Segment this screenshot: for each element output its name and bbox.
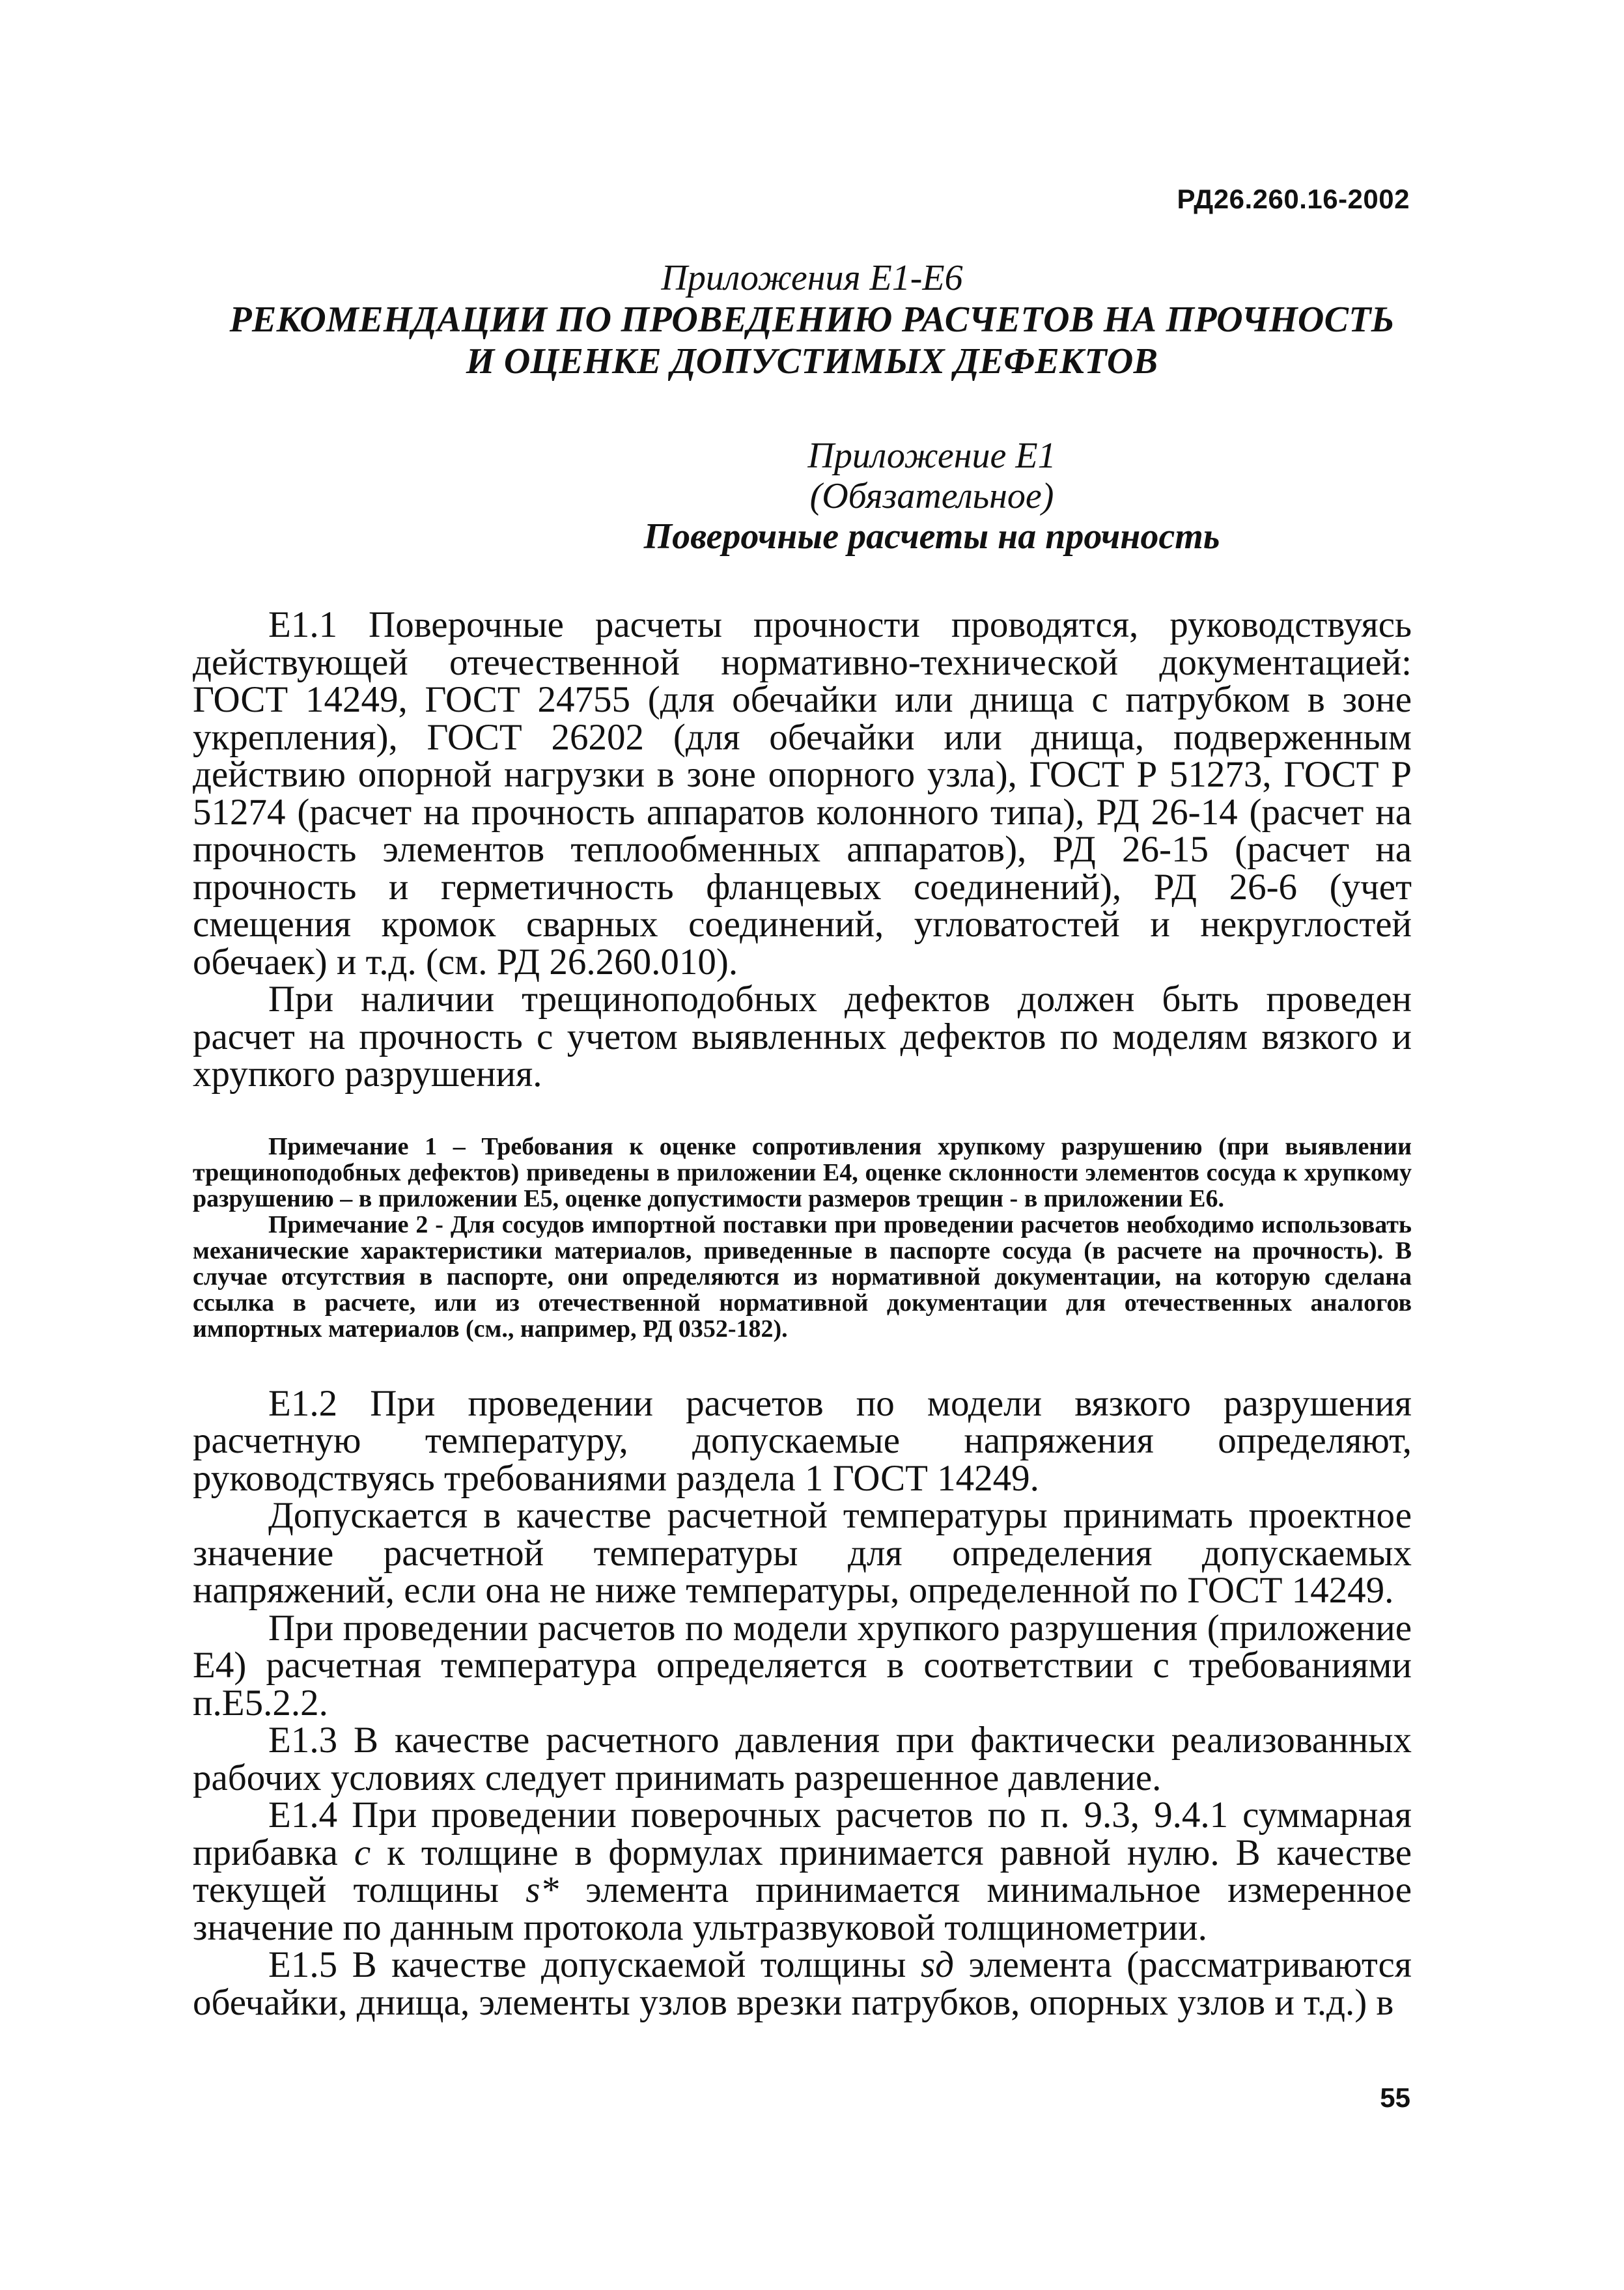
appendix-group-heading-line2: И ОЦЕНКЕ ДОПУСТИМЫХ ДЕФЕКТОВ <box>466 341 1158 382</box>
allowance-symbol: c <box>354 1832 371 1873</box>
appendix-status: (Обязательное) <box>809 476 1054 516</box>
current-thickness-symbol: s* <box>525 1869 559 1910</box>
paragraph-e1-5-part1: Е1.5 В качестве допускаемой толщины <box>268 1944 921 1985</box>
notes-block <box>193 1134 1412 1342</box>
document-code: РД26.260.16-2002 <box>1177 184 1410 214</box>
paragraph-cracks: При наличии трещиноподобных дефектов должен быть проведен расчет на прочность с учетом выявленных дефектов по моделям вязкого и хрупкого разрушения. <box>193 979 1412 1095</box>
paragraph-e1-4-part2: к толщине в формулах принимается равной нулю. В качестве текущей толщины <box>193 1832 1412 1910</box>
appendix-name: Приложение Е1 <box>807 436 1056 476</box>
body-text <box>193 606 1412 2021</box>
paragraph-e1-2: Е1.2 При проведении расчетов по модели вязкого разрушения расчетную температуру, допускаемые напряжения определяют, руководствуясь требованиями раздела 1 ГОСТ 14249. <box>193 1382 1412 1499</box>
appendix-heading: Поверочные расчеты на прочность <box>643 516 1220 557</box>
appendix-group-heading-line1: РЕКОМЕНДАЦИИ ПО ПРОВЕДЕНИЮ РАСЧЕТОВ НА ПРОЧНОСТЬ <box>229 300 1395 340</box>
appendix-group-range: Приложения Е1-Е6 <box>661 258 963 298</box>
paragraph-design-temperature: Допускается в качестве расчетной температуры принимать проектное значение расчетной температуры для определения допускаемых напряжений, если она не ниже температуры, определенной по ГОСТ 14249. <box>193 1495 1412 1611</box>
paragraph-e1-3: Е1.3 В качестве расчетного давления при фактически реализованных рабочих условиях следует принимать разрешенное давление. <box>193 1720 1412 1798</box>
paragraph-brittle-model: При проведении расчетов по модели хрупкого разрушения (приложение Е4) расчетная температура определяется в соответствии с требованиями п.Е5.2.2. <box>193 1607 1412 1724</box>
paragraph-e1-4-part1: Е1.4 При проведении поверочных расчетов по п. 9.3, 9.4.1 суммарная прибавка <box>193 1794 1412 1873</box>
paragraph-e1-4 <box>193 1796 1412 1946</box>
paragraph-e1-4-part3: элемента принимается минимальное измеренное значение по данным протокола ультразвуковой толщинометрии. <box>193 1869 1412 1948</box>
appendix-title-block <box>565 436 1298 557</box>
paragraph-e1-5 <box>193 1946 1412 2021</box>
page-number: 55 <box>1380 2082 1410 2113</box>
appendix-group-title <box>0 257 1624 382</box>
paragraph-e1-1: Е1.1 Поверочные расчеты прочности проводятся, руководствуясь действующей отечественной нормативно-технической документацией: ГОСТ 14249, ГОСТ 24755 (для обечайки или днища с патрубком в зоне укрепления), ГОСТ 26202 (для обечайки или днища, подверженным действию опорной нагрузки в зоне опорного узла), ГОСТ Р 51273, ГОСТ Р 51274 (расчет на прочность аппаратов колонного типа), РД 26-14 (расчет на прочность элементов теплообменных аппаратов), РД 26-15 (расчет на прочность и герметичность фланцевых соединений), РД 26-6 (учет смещения кромок сварных соединений, угловатостей и некруглостей обечаек) и т.д. (см. РД 26.260.010). <box>193 604 1412 983</box>
note-2: Примечание 2 - Для сосудов импортной поставки при проведении расчетов необходимо использовать механические характеристики материалов, приведенные в паспорте сосуда (в расчете на прочность). В случае отсутствия в паспорте, они определяются из нормативной документации, на которую сделана ссылка в расчете, или из отечественной нормативной документации для отечественных аналогов импортных материалов (см., например, РД 0352-182). <box>193 1210 1412 1343</box>
paragraph-e1-5-part2: элемента (рассматриваются обечайки, днища, элементы узлов врезки патрубков, опорных узлов и т.д.) в <box>193 1944 1412 2023</box>
note-1: Примечание 1 – Требования к оценке сопротивления хрупкому разрушению (при выявлении трещиноподобных дефектов) приведены в приложении Е4, оценке склонности элементов сосуда к хрупкому разрушению – в приложении Е5, оценке допустимости размеров трещин - в приложении Е6. <box>193 1132 1412 1212</box>
allowable-thickness-symbol: sд <box>921 1944 955 1985</box>
